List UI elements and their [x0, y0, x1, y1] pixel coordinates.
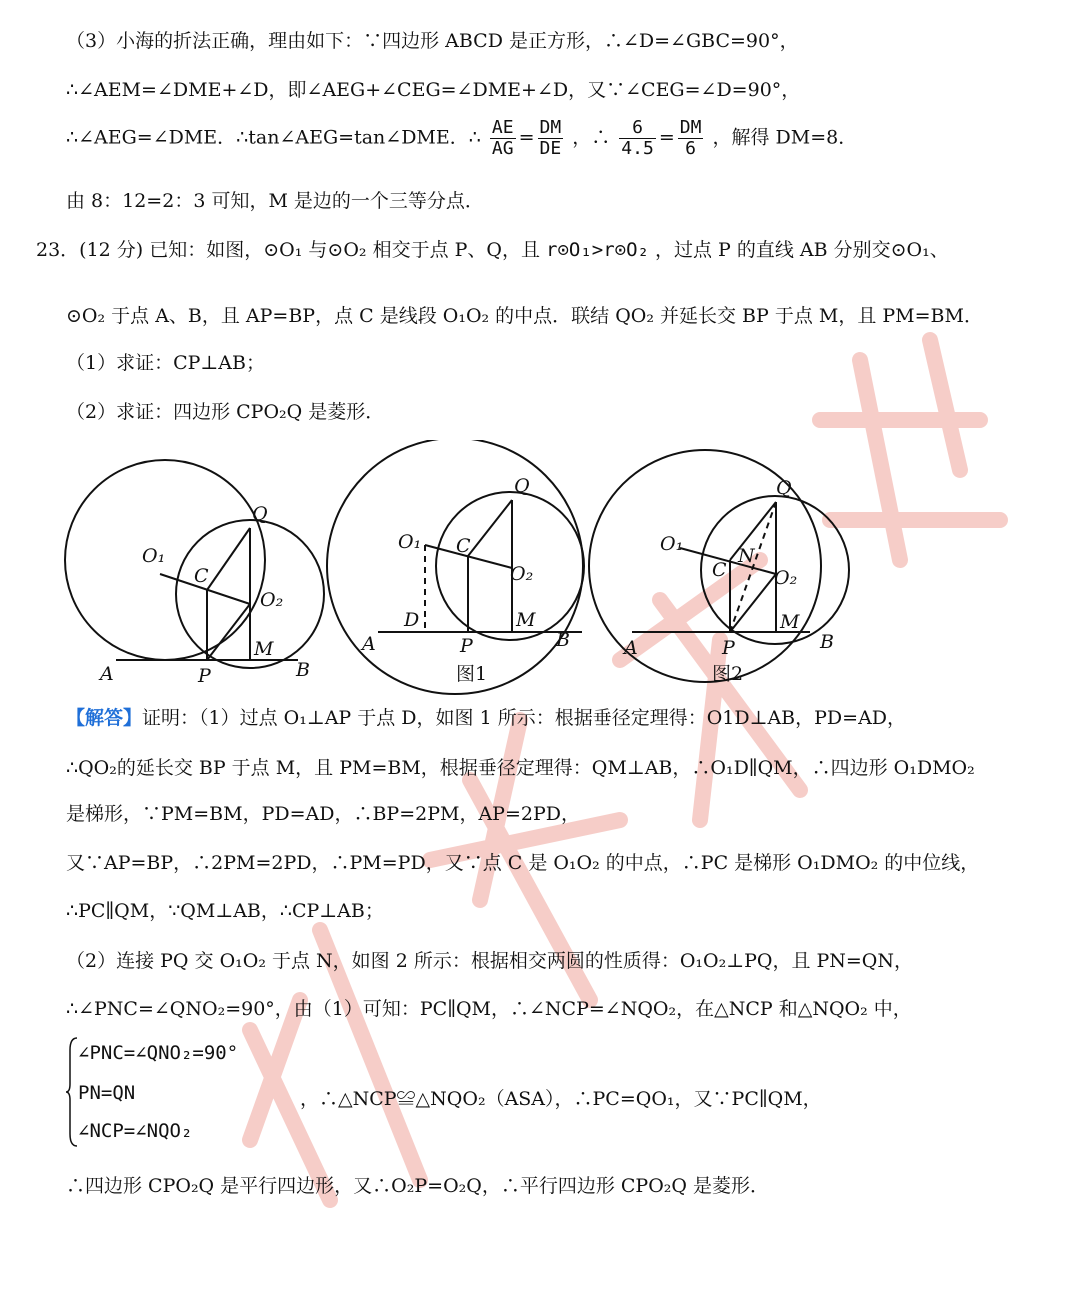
- line-3-part-c: ，解得 DM=8．: [712, 126, 858, 149]
- line-3-part-a: ∴∠AEG=∠DME．∴tan∠AEG=tan∠DME．∴: [66, 126, 481, 149]
- geometry-figures: [0, 440, 1080, 700]
- label-q-2: Q: [776, 477, 792, 499]
- problem-23-line: [36, 237, 949, 263]
- caption-figure-2: 图2: [712, 663, 744, 685]
- label-d-1: D: [404, 609, 420, 631]
- label-o1-2: O₁: [660, 533, 684, 555]
- line-2: ∴∠AEM=∠DME+∠D，即∠AEG+∠CEG=∠DME+∠D，又∵∠CEG=∠D=90°，: [66, 79, 801, 101]
- solution-line-5: ∴PC∥QM，∵QM⊥AB，∴CP⊥AB；: [66, 900, 384, 922]
- solution-line-8: ，∴△NCP≌△NQO₂（ASA），∴PC=QO₁，又∵PC∥QM，: [300, 1088, 822, 1110]
- label-p-2: P: [722, 637, 735, 659]
- label-c-1: C: [456, 535, 471, 557]
- line-3-part-b: ，∴: [572, 126, 611, 149]
- left-brace-icon: [66, 1036, 78, 1148]
- equals-sign: =: [518, 126, 535, 149]
- figure-main: [65, 460, 324, 668]
- solution-line-7: ∴∠PNC=∠QNO₂=90°，由（1）可知：PC∥QM，∴∠NCP=∠NQO₂，在△NCP 和△NQO₂ 中，: [66, 998, 912, 1020]
- equals-sign-2: =: [658, 126, 675, 149]
- label-c-0: C: [194, 565, 209, 587]
- label-q-1: Q: [514, 475, 530, 497]
- problem-23-intro: 23．(12 分) 已知：如图，⊙O₁ 与⊙O₂ 相交于点 P、Q，且: [36, 239, 540, 261]
- solution-line-3: 是梯形，∵PM=BM，PD=AD，∴BP=2PM，AP=2PD，: [66, 803, 580, 825]
- figure-1: [327, 440, 584, 694]
- label-o2-0: O₂: [260, 589, 284, 611]
- system-row-1: ∠PNC=∠QNO₂=90°: [78, 1042, 239, 1064]
- system-row-2: PN=QN: [78, 1082, 136, 1104]
- fraction-6-4.5: $\frac{6}{4.5}$: [621, 117, 654, 159]
- fraction-dm-de: $\frac{DM}{DE}$: [539, 117, 562, 159]
- label-m-2: M: [780, 611, 800, 633]
- line-6: ⊙O₂ 于点 A、B，且 AP=BP，点 C 是线段 O₁O₂ 的中点．联结 QO₂ 并延长交 BP 于点 M，且 PM=BM．: [66, 305, 983, 327]
- system-row-3: ∠NCP=∠NQO₂: [78, 1120, 193, 1142]
- fraction-ae-ag: $\frac{AE}{AG}$: [491, 117, 514, 159]
- label-p-0: P: [198, 665, 211, 687]
- question-2: （2）求证：四边形 CPO₂Q 是菱形．: [66, 401, 385, 423]
- fraction-dm-6: $\frac{DM}{6}$: [679, 117, 702, 159]
- label-b-0: B: [296, 659, 310, 681]
- caption-figure-1: 图1: [456, 663, 488, 685]
- line-4: 由 8：12=2：3 可知，M 是边的一个三等分点．: [66, 190, 484, 212]
- label-p-1: P: [460, 635, 473, 657]
- radius-inequality: r⊙O₁>r⊙O₂: [546, 239, 649, 261]
- question-1: （1）求证：CP⊥AB；: [66, 352, 265, 374]
- label-m-0: M: [254, 638, 274, 660]
- line-3: [66, 118, 857, 159]
- solution-line-6: （2）连接 PQ 交 O₁O₂ 于点 N，如图 2 所示：根据相交两圆的性质得：O₁O₂⊥PQ，且 PN=QN，: [66, 950, 914, 972]
- label-b-2: B: [820, 631, 834, 653]
- equation-system: [66, 1036, 296, 1148]
- label-a-1: A: [362, 633, 376, 655]
- label-a-2: A: [624, 637, 638, 659]
- label-c-2: C: [712, 559, 727, 581]
- problem-23-rest: ，过点 P 的直线 AB 分别交⊙O₁、: [655, 239, 949, 261]
- label-o1-0: O₁: [142, 545, 166, 567]
- label-q-0: Q: [252, 503, 268, 525]
- label-o2-1: O₂: [510, 563, 534, 585]
- solution-text-1: 证明：（1）过点 O₁⊥AP 于点 D，如图 1 所示：根据垂径定理得：O1D⊥AB，PD=AD，: [142, 707, 907, 729]
- label-a-0: A: [100, 663, 114, 685]
- label-n-2: N: [738, 545, 755, 567]
- solution-tag: 【解答】: [66, 707, 143, 729]
- label-b-1: B: [556, 629, 570, 651]
- line-1: （3）小海的折法正确，理由如下：∵四边形 ABCD 是正方形，∴∠D=∠GBC=90°，: [66, 30, 799, 52]
- label-o2-2: O₂: [774, 567, 798, 589]
- solution-line-9: ∴四边形 CPO₂Q 是平行四边形，又∴O₂P=O₂Q，∴平行四边形 CPO₂Q 是菱形．: [66, 1175, 770, 1197]
- solution-line-2: ∴QO₂的延长交 BP 于点 M，且 PM=BM，根据垂径定理得：QM⊥AB，∴O₁D∥QM，∴四边形 O₁DMO₂: [66, 757, 975, 779]
- solution-line-1: [66, 705, 906, 731]
- solution-line-4: 又∵AP=BP，∴2PM=2PD，∴PM=PD，又∵点 C 是 O₁O₂ 的中点，∴PC 是梯形 O₁DMO₂ 的中位线，: [66, 852, 980, 874]
- label-o1-1: O₁: [398, 531, 422, 553]
- label-m-1: M: [516, 609, 536, 631]
